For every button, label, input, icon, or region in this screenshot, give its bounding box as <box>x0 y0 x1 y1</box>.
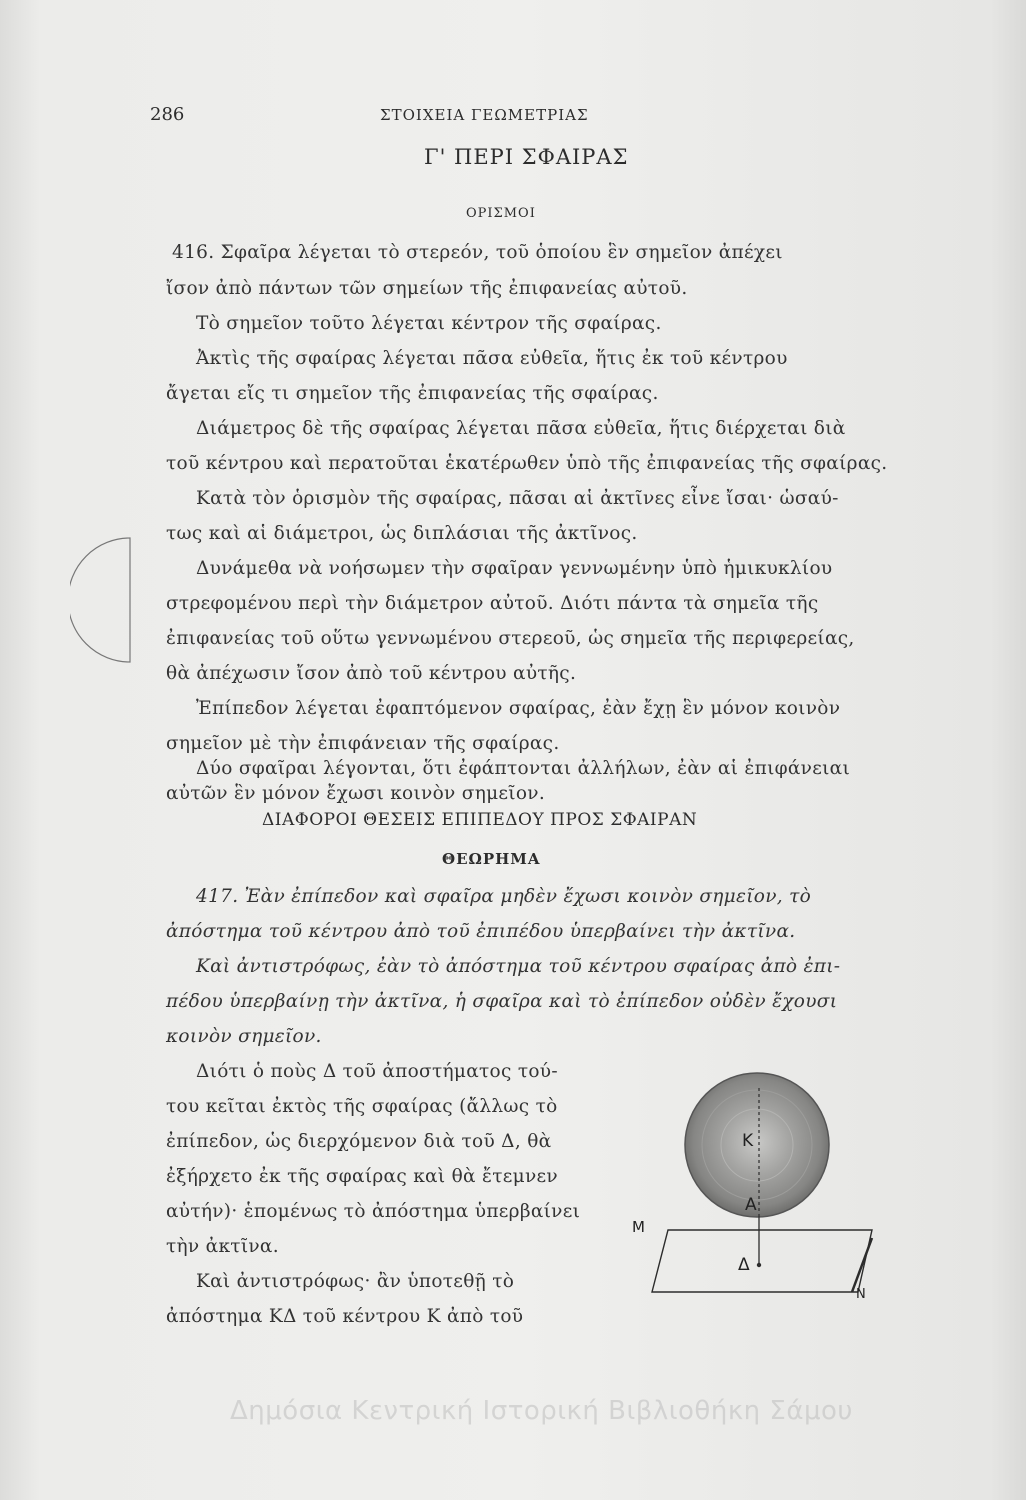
text-line: αὐτήν)· ἑπομένως τὸ ἀπόστημα ὑπερβαίνει <box>166 1201 581 1222</box>
semicircle-shape <box>70 538 130 662</box>
text-line: κοινὸν σημεῖον. <box>166 1026 322 1047</box>
page-number: 286 <box>150 104 185 125</box>
text-line: ἀπόστημα τοῦ κέντρου ἀπὸ τοῦ ἐπιπέδου ὑπερβαίνει τὴν ἀκτῖνα. <box>166 921 796 942</box>
text-line: Διάμετρος δὲ τῆς σφαίρας λέγεται πᾶσα εὐθεῖα, ἥτις διέρχεται διὰ <box>196 418 846 439</box>
text-line: σημεῖον μὲ τὴν ἐπιφάνειαν τῆς σφαίρας. <box>166 733 560 754</box>
text-line: Κατὰ τὸν ὁρισμὸν τῆς σφαίρας, πᾶσαι αἱ ἀκτῖνες εἶνε ἴσαι· ὡσαύ- <box>196 488 839 509</box>
sphere-plane-figure <box>620 1060 890 1300</box>
label-tangent-point: A <box>745 1195 757 1215</box>
label-foot: Δ <box>738 1255 750 1275</box>
label-plane-left: M <box>632 1218 645 1236</box>
section-heading: ΔΙΑΦΟΡΟΙ ΘΕΣΕΙΣ ΕΠΙΠΕΔΟΥ ΠΡΟΣ ΣΦΑΙΡΑΝ <box>262 810 698 830</box>
theorem-heading: ΘΕΩΡΗΜΑ <box>442 850 541 868</box>
text-line: Δυνάμεθα νὰ νοήσωμεν τὴν σφαῖραν γεννωμένην ὑπὸ ἡμικυκλίου <box>196 558 833 579</box>
text-line: θὰ ἀπέχωσιν ἴσον ἀπὸ τοῦ κέντρου αὐτῆς. <box>166 663 577 684</box>
text-line: Ἐπίπεδον λέγεται ἐφαπτόμενον σφαίρας, ἐὰν ἔχῃ ἓν μόνον κοινὸν <box>196 698 841 719</box>
label-center: K <box>742 1131 754 1151</box>
foot-point <box>757 1263 761 1267</box>
library-watermark: Δημόσια Κεντρική Ιστορική Βιβλιοθήκη Σάμου <box>230 1396 853 1426</box>
text-line: πέδου ὑπερβαίνῃ τὴν ἀκτῖνα, ἡ σφαῖρα καὶ τὸ ἐπίπεδον οὐδὲν ἔχουσι <box>166 991 838 1012</box>
text-line: τοῦ κέντρου καὶ περατοῦται ἑκατέρωθεν ὑπὸ τῆς ἐπιφανείας τῆς σφαίρας. <box>166 453 888 474</box>
plane-edge <box>852 1238 872 1292</box>
text-line: Καὶ ἀντιστρόφως, ἐὰν τὸ ἀπόστημα τοῦ κέντρου σφαίρας ἀπὸ ἐπι- <box>196 956 841 977</box>
text-line: Διότι ὁ ποὺς Δ τοῦ ἀποστήματος τού- <box>196 1061 558 1082</box>
sphere-shape <box>685 1073 829 1217</box>
plane-shape <box>652 1230 872 1292</box>
text-line: τὴν ἀκτῖνα. <box>166 1236 279 1257</box>
text-line: στρεφομένου περὶ τὴν διάμετρον αὐτοῦ. Διότι πάντα τὰ σημεῖα τῆς <box>166 593 819 614</box>
text-line: 416. Σφαῖρα λέγεται τὸ στερεόν, τοῦ ὁποίου ἓν σημεῖον ἀπέχει <box>172 242 783 263</box>
text-line: τως καὶ αἱ διάμετροι, ὡς διπλάσιαι τῆς ἀκτῖνος. <box>166 523 638 544</box>
text-line: αὐτῶν ἓν μόνον ἔχωσι κοινὸν σημεῖον. <box>166 783 546 804</box>
text-line: Τὸ σημεῖον τοῦτο λέγεται κέντρον τῆς σφαίρας. <box>196 313 662 334</box>
text-line: Καὶ ἀντιστρόφως· ἂν ὑποτεθῇ τὸ <box>196 1271 515 1292</box>
definitions-heading: ΟΡΙΣΜΟΙ <box>466 206 536 221</box>
text-line: ἀπόστημα ΚΔ τοῦ κέντρου Κ ἀπὸ τοῦ <box>166 1306 524 1327</box>
running-title: ΣΤΟΙΧΕΙΑ ΓΕΩΜΕΤΡΙΑΣ <box>380 106 589 124</box>
text-line: ἐξήρχετο ἐκ τῆς σφαίρας καὶ θὰ ἔτεμνεν <box>166 1166 558 1187</box>
text-line: ἐπίπεδον, ὡς διερχόμενον διὰ τοῦ Δ, θὰ <box>166 1131 552 1152</box>
text-line: 417. Ἐὰν ἐπίπεδον καὶ σφαῖρα μηδὲν ἔχωσι κοινὸν σημεῖον, τὸ <box>196 886 812 907</box>
text-line: ἄγεται εἴς τι σημεῖον τῆς ἐπιφανείας τῆς σφαίρας. <box>166 383 659 404</box>
text-line: Ἀκτὶς τῆς σφαίρας λέγεται πᾶσα εὐθεῖα, ἥτις ἐκ τοῦ κέντρου <box>196 348 788 369</box>
text-line: ἐπιφανείας τοῦ οὕτω γεννωμένου στερεοῦ, ὡς σημεῖα τῆς περιφερείας, <box>166 628 855 649</box>
semicircle-sketch <box>70 536 150 666</box>
text-line: του κεῖται ἐκτὸς τῆς σφαίρας (ἄλλως τὸ <box>166 1096 558 1117</box>
text-line: ἴσον ἀπὸ πάντων τῶν σημείων τῆς ἐπιφανείας αὐτοῦ. <box>166 278 688 299</box>
text-line: Δύο σφαῖραι λέγονται, ὅτι ἐφάπτονται ἀλλήλων, ἐὰν αἱ ἐπιφάνειαι <box>196 758 851 779</box>
label-plane-right: N <box>856 1287 866 1300</box>
chapter-title: Γ' ΠΕΡΙ ΣΦΑΙΡΑΣ <box>424 145 629 169</box>
